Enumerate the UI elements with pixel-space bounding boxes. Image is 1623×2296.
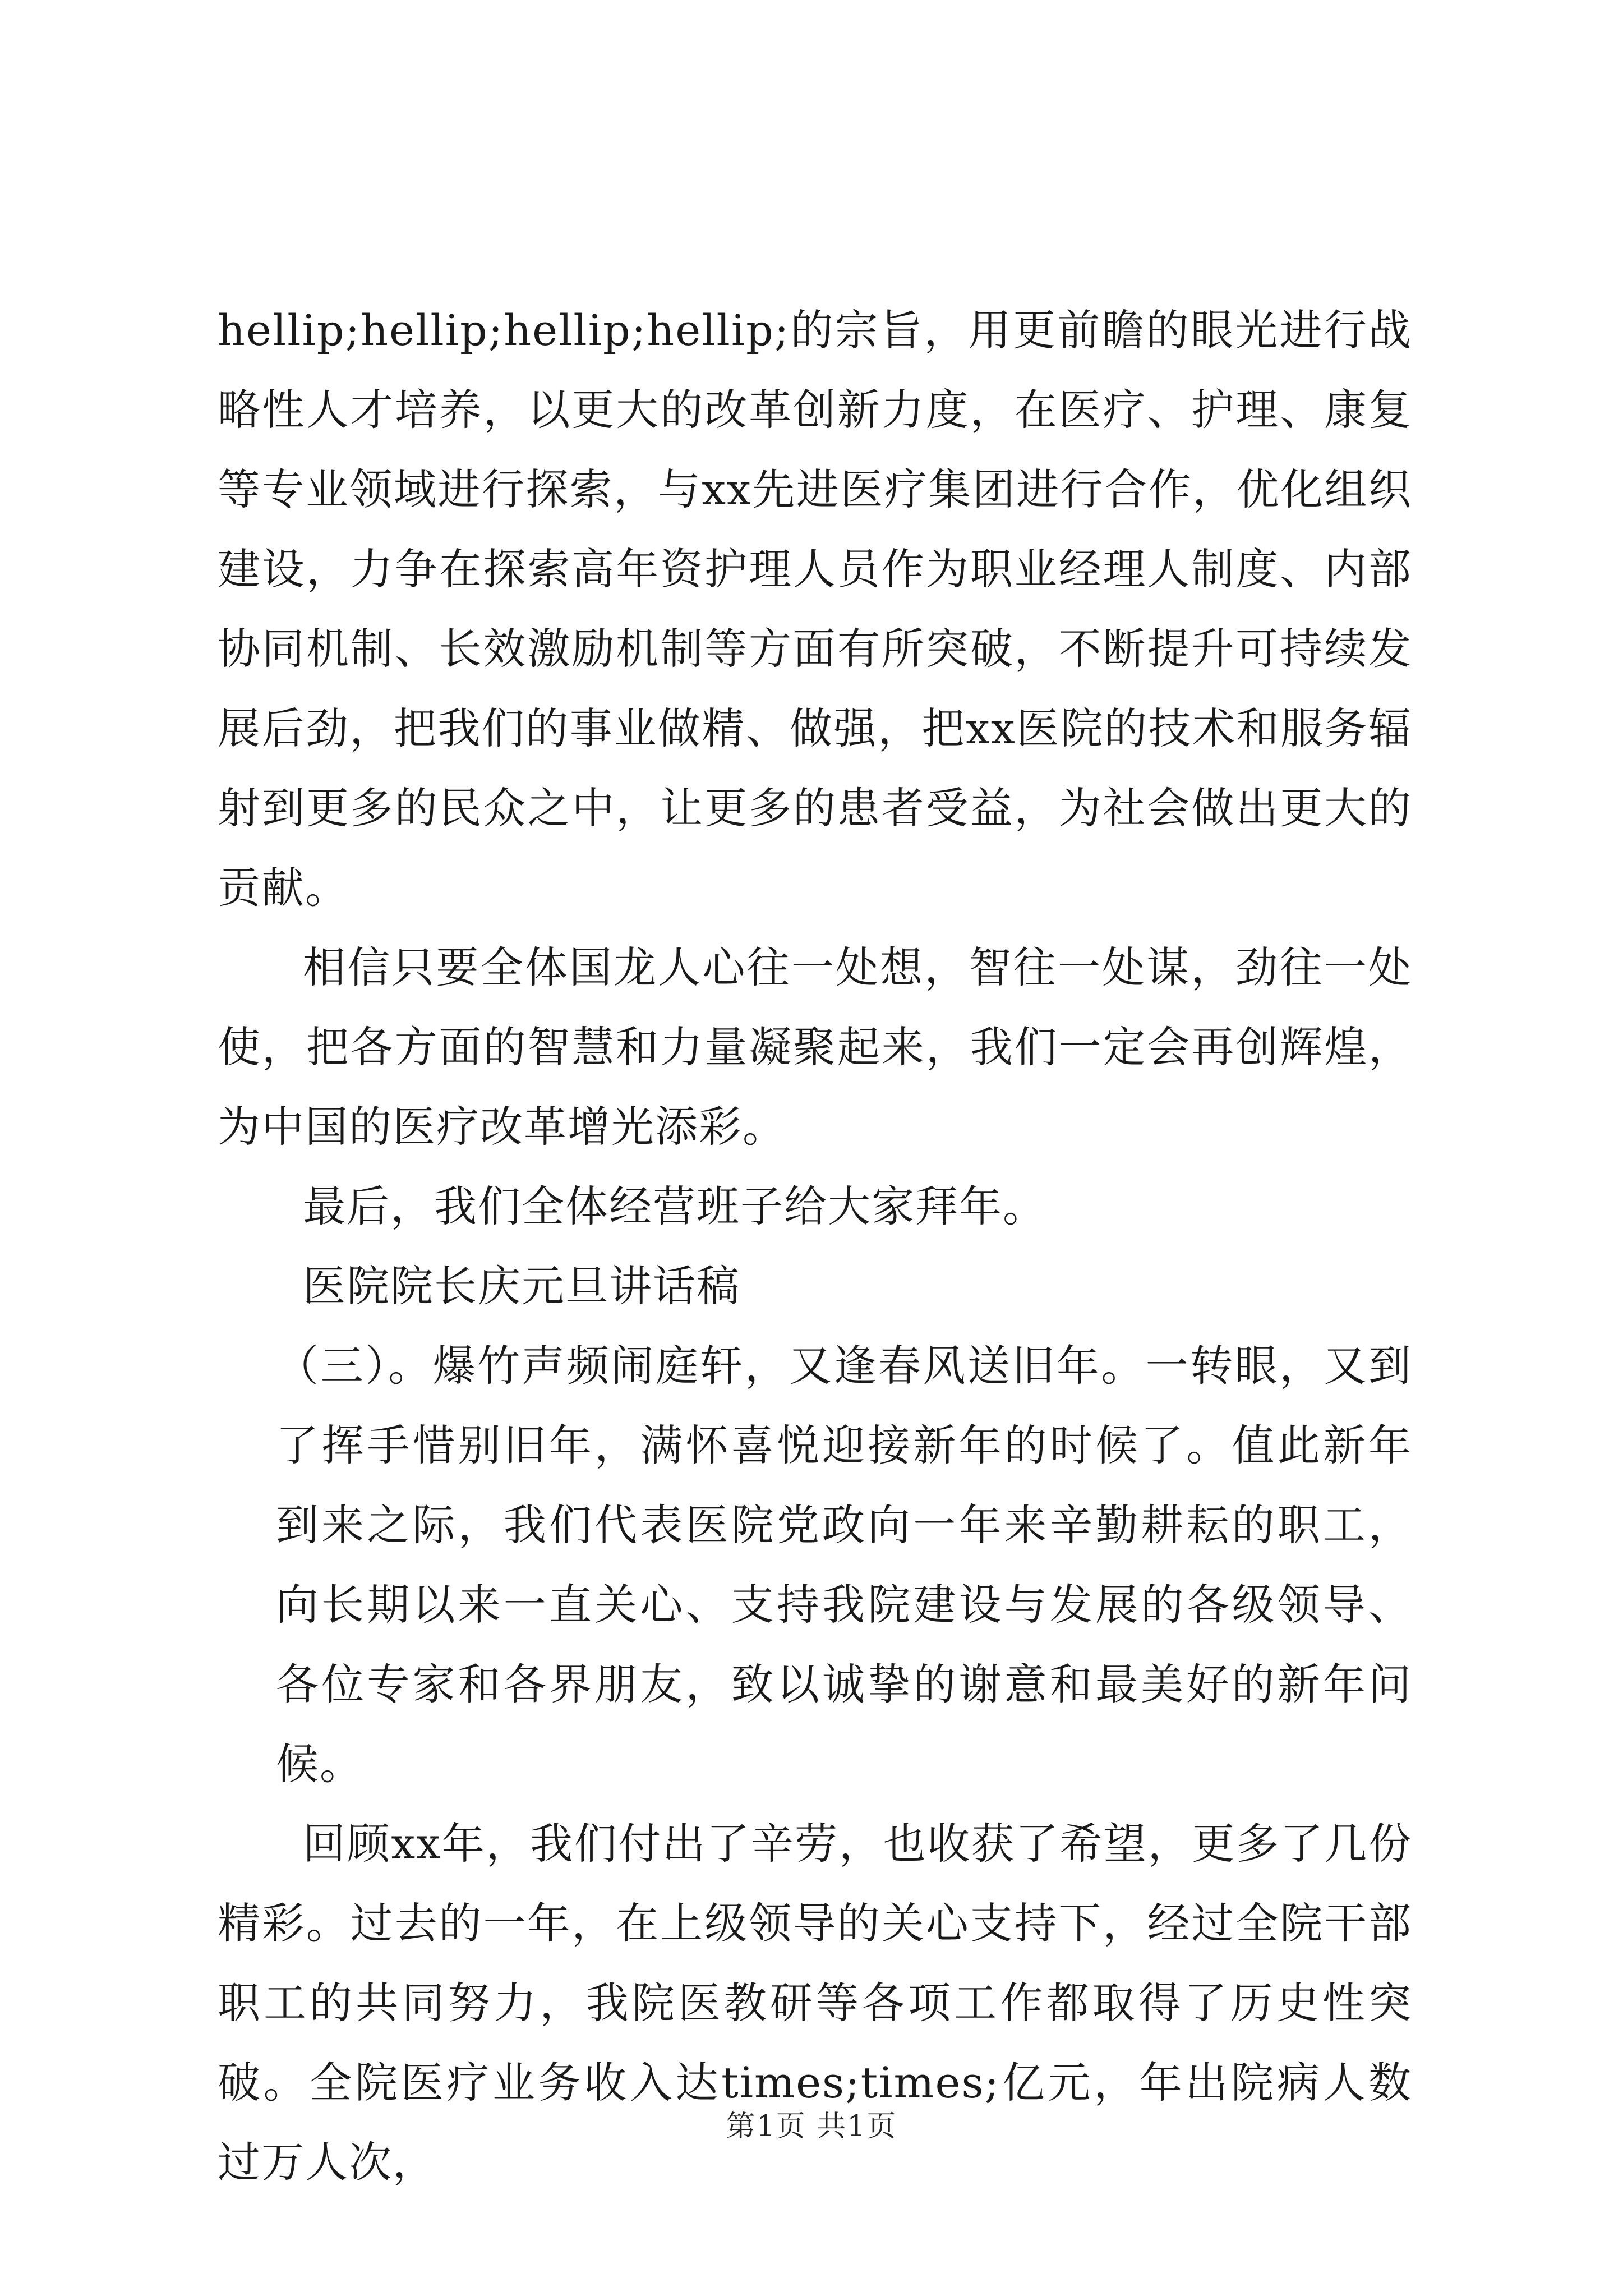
paragraph-strategy: hellip;hellip;hellip;hellip;的宗旨，用更前瞻的眼光进行战略性人才培养，以更大的改革创新力度，在医疗、护理、康复等专业领域进行探索，与xx先进医疗集团进行合作，优化组织建设，力争在探索高年资护理人员作为职业经理人制度、内部协同机制、长效激励机制等方面有所突破，不断提升可持续发展后劲，把我们的事业做精、做强，把xx医院的技术和服务辐射到更多的民众之中，让更多的患者受益，为社会做出更大的贡献。: [218, 305, 1412, 913]
document-body: [218, 291, 1412, 2202]
section-heading: 医院院长庆元旦讲话稿: [303, 1261, 740, 1311]
paragraph-new-year: （三）。爆竹声频闹庭轩，又逢春风送旧年。一转眼，又到了挥手惜别旧年，满怀喜悦迎接新年的时候了。值此新年到来之际，我们代表医院党政向一年来辛勤耕耘的职工，向长期以来一直关心、支持我院建设与发展的各级领导、各位专家和各界朋友，致以诚挚的谢意和最美好的新年问候。: [276, 1341, 1412, 1789]
page-number-footer: 第1页 共1页: [726, 2110, 897, 2143]
paragraph-greeting: 最后，我们全体经营班子给大家拜年。: [303, 1181, 1046, 1231]
paragraph-confidence: 相信只要全体国龙人心往一处想，智往一处谋，劲往一处使，把各方面的智慧和力量凝聚起来，我们一定会再创辉煌，为中国的医疗改革增光添彩。: [218, 942, 1412, 1152]
paragraph-review: 回顾xx年，我们付出了辛劳，也收获了希望，更多了几份精彩。过去的一年，在上级领导的关心支持下，经过全院干部职工的共同努力，我院医教研等各项工作都取得了历史性突破。全院医疗业务收入达times;times;亿元，年出院病人数过万人次，: [218, 1819, 1412, 2187]
